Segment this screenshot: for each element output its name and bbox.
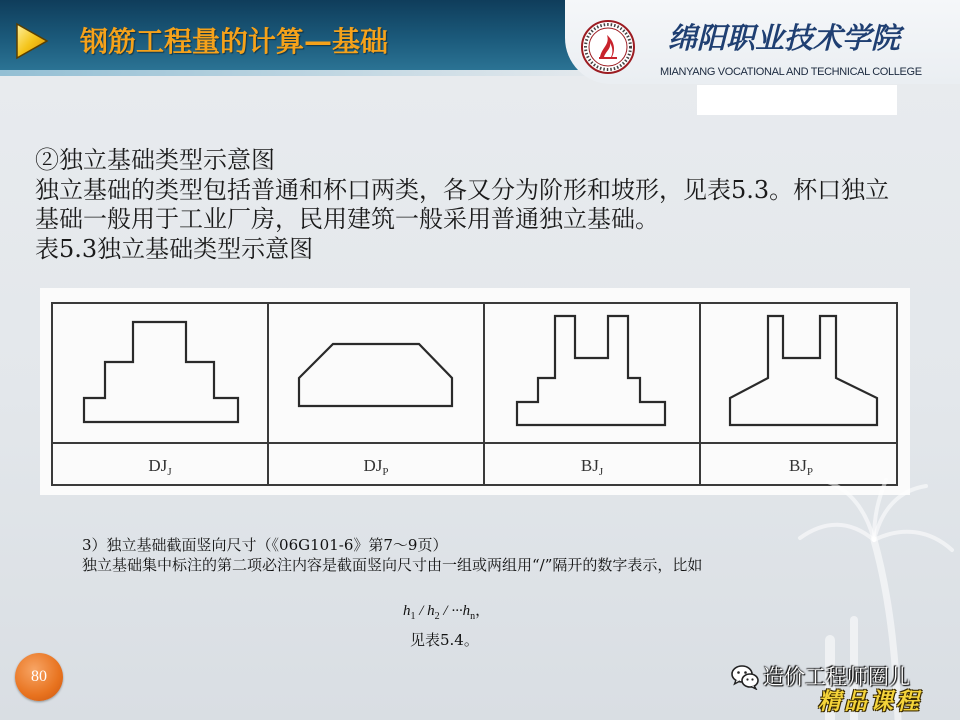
blank-patch — [697, 85, 897, 115]
dimension-formula — [403, 601, 490, 627]
type-subscript: P — [806, 466, 814, 478]
subsection-text: 独立基础集中标注的第二项必注内容是截面竖向尺寸由一组或两组用“/”隔开的数字表示，比如 — [82, 556, 703, 574]
college-seal-icon — [580, 19, 636, 75]
slide-title: 钢筋工程量的计算—基础 — [80, 25, 389, 58]
course-badge: 精品课程 — [818, 688, 922, 715]
table-caption: 表5.3独立基础类型示意图 — [35, 234, 314, 263]
formula-subscript: 2 — [434, 611, 440, 622]
formula-subscript: n — [470, 611, 476, 622]
type-subscript: J — [598, 466, 604, 478]
formula-term: h — [403, 603, 411, 619]
play-triangle-icon — [14, 22, 50, 60]
formula-separator: / — [419, 603, 424, 619]
college-name-cn: 绵阳职业技术学院 — [668, 21, 901, 55]
stepped-footing-shape — [84, 322, 238, 422]
formula-end: ， — [475, 603, 491, 619]
type-code: BJ — [580, 456, 599, 475]
type-code: BJ — [788, 456, 807, 475]
type-label-dj-p — [363, 456, 388, 478]
formula-term: h — [462, 603, 471, 619]
table-reference: 见表5.4。 — [410, 631, 479, 649]
wechat-icon — [731, 664, 759, 690]
type-label-dj-j — [148, 456, 172, 478]
formula-subscript: 1 — [410, 611, 416, 622]
header-sheen — [0, 70, 620, 76]
cup-stepped-footing-shape — [517, 316, 665, 425]
type-code: DJ — [363, 456, 383, 475]
type-label-bj-j — [581, 456, 604, 478]
subsection-heading: 3）独立基础截面竖向尺寸（《06G101-6》第7～9页） — [82, 536, 448, 554]
wechat-account-watermark: 造价工程师圈儿 — [763, 665, 910, 689]
paragraph-line: 独立基础的类型包括普通和杯口两类，各又分为阶形和坡形，见表5.3。杯口独立 — [35, 175, 890, 204]
formula-term: h — [427, 603, 435, 619]
section-heading: ②独立基础类型示意图 — [35, 146, 275, 174]
body-text — [35, 146, 889, 264]
sloped-footing-shape — [299, 344, 452, 406]
page-number-badge — [15, 653, 63, 701]
type-code: DJ — [148, 456, 168, 475]
paragraph-line: 基础一般用于工业厂房，民用建筑一般采用普通独立基础。 — [35, 205, 659, 233]
page-number: 80 — [31, 668, 47, 685]
type-subscript: P — [382, 466, 389, 478]
formula-separator: / — [443, 603, 448, 619]
formula-ellipsis: ··· — [451, 603, 463, 619]
cup-sloped-footing-shape — [730, 316, 877, 425]
type-subscript: J — [167, 466, 172, 478]
college-name-en: MIANYANG VOCATIONAL AND TECHNICAL COLLEGE — [660, 66, 922, 78]
